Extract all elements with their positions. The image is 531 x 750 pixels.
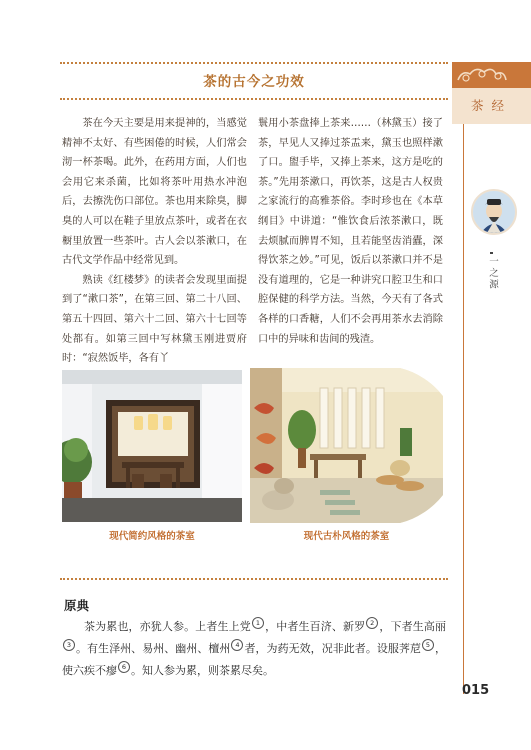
left-column <box>62 114 247 369</box>
footnote-marker: 1 <box>252 617 264 629</box>
section-title: 茶的古今之功效 <box>203 74 305 90</box>
category-label: 茶经 <box>452 88 531 124</box>
left-paragraph-2: 熟读《红楼梦》的读者会发现里面提到了“漱口茶”，在第三回、第二十八回、第五十四回、第六十二回、第六十七回等处都有。如第三回中写林黛玉刚进贾府时：“寂然饭毕，各有丫 <box>62 274 247 365</box>
footnote-marker: 4 <box>231 639 243 651</box>
footnote-marker: 2 <box>366 617 378 629</box>
left-paragraph-1: 茶在今天主要是用来提神的，当感觉精神不太好、有些困倦的时候，人们常会沏一杯茶喝。此外，在药用方面，人们也会用它来杀菌，比如将茶叶用热水冲泡后，去擦洗伤口部位。茶也用来除臭，脚臭的人可以在鞋子里放点茶叶，或者在衣橱里放置一些茶叶。古人会以茶漱口，在古代文学作品中经常见到。 <box>62 118 247 267</box>
page-number: 015 <box>462 683 490 698</box>
chapter-dash <box>490 252 493 254</box>
footnote-marker: 5 <box>422 639 434 651</box>
top-divider <box>60 62 448 64</box>
yuandian-segment: 。知人参为累，则茶累尽矣。 <box>131 664 274 677</box>
yuandian-segment: 。有生泽州、易州、幽州、檀州 <box>76 642 231 655</box>
footnote-marker: 3 <box>63 639 75 651</box>
title-divider <box>60 98 448 100</box>
right-column <box>258 114 443 349</box>
yuandian-heading: 原典 <box>64 598 90 613</box>
footnote-marker: 6 <box>118 661 130 673</box>
yuandian-text <box>62 616 446 682</box>
yuandian-segment: 茶为累也，亦犹人参。上者生上党 <box>84 620 251 633</box>
yuandian-segment: ，下者生高丽 <box>379 620 447 633</box>
cloud-scroll-ornament-icon <box>452 62 531 88</box>
yuandian-segment: ，中者生百济、新罗 <box>264 620 366 633</box>
chapter-label: 一之源 <box>487 256 498 291</box>
yuandian-divider <box>60 578 448 580</box>
lu-yu-portrait-icon <box>473 191 515 233</box>
margin-line <box>463 124 464 694</box>
tea-room-photo-simple <box>62 370 242 522</box>
tea-room-photo-rustic <box>250 368 443 523</box>
photo-caption-rustic: 现代古朴风格的茶室 <box>303 531 390 542</box>
right-paragraph-1: 鬟用小茶盘捧上茶来……（林黛玉）接了茶，早见人又捧过茶盂来，黛玉也照样漱了口。盥手毕，又捧上茶来，这方是吃的茶。”先用茶漱口，再饮茶，这是古人权贵之家流行的高雅茶俗。李时珍也在《本草纲目》中讲道：“惟饮食后浓茶漱口，既去烦腻而脾胃不知，且若能坚齿消蠹，深得饮茶之妙。”可见，饭后以茶漱口并不是没有道理的，它是一种讲究口腔卫生和口腔保健的科学方法。当然，今天有了各式各样的口香糖，人们不会再用茶水去消除口中的异味和齿间的残渣。 <box>258 118 443 345</box>
portrait-avatar <box>471 189 517 235</box>
yuandian-segment: ，使六疾不瘳 <box>62 642 447 677</box>
band-header <box>452 62 531 88</box>
photo-caption-simple: 现代简约风格的茶室 <box>109 531 195 542</box>
yuandian-segment: 者，为药无效，况非此者。设服荠苨 <box>244 642 421 655</box>
